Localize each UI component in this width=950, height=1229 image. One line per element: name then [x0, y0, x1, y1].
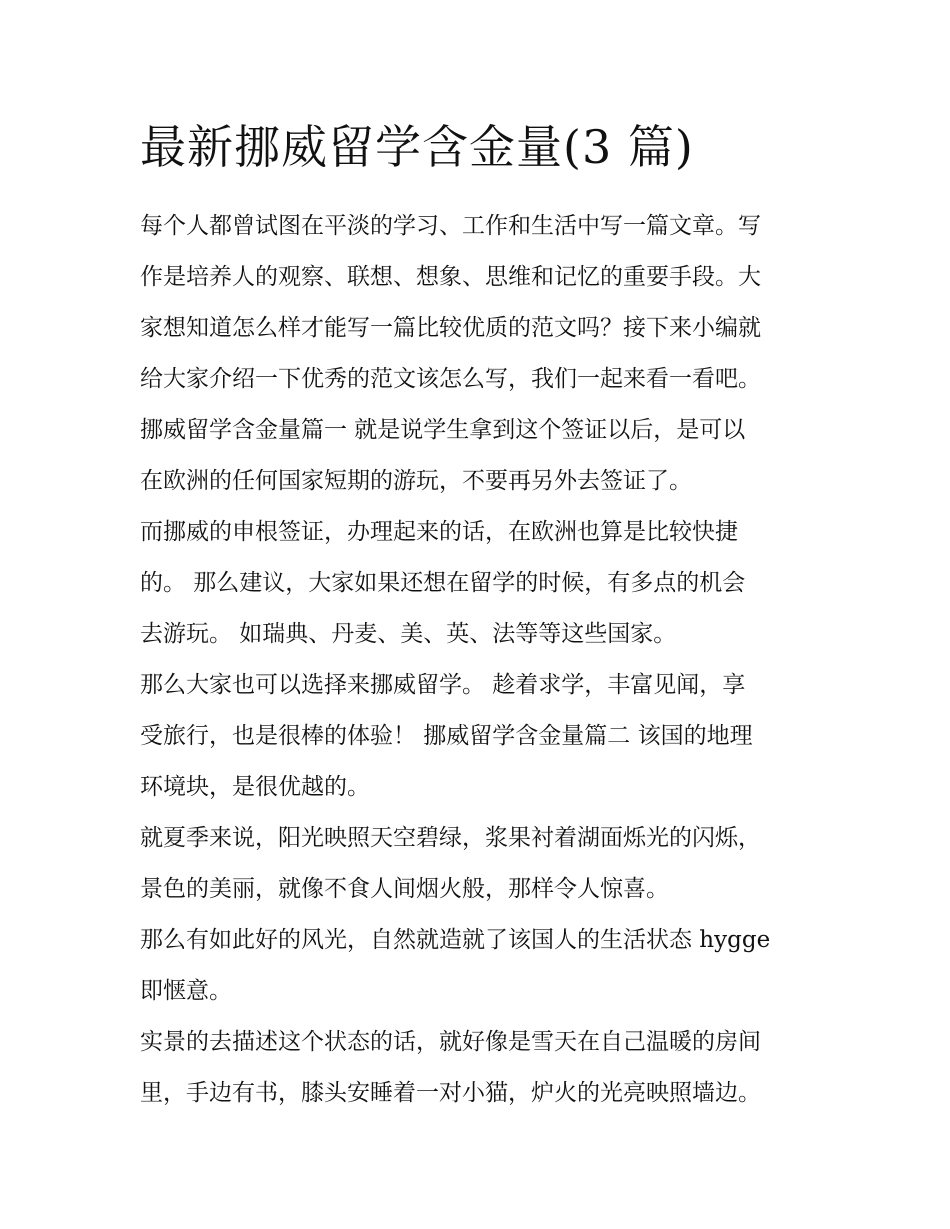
document-body [140, 201, 820, 1119]
text-line: 家想知道怎么样才能写一篇比较优质的范文吗？接下来小编就 [140, 315, 761, 341]
paragraph [140, 915, 820, 1017]
text-line: 的。 那么建议，大家如果还想在留学的时候，有多点的机会 [140, 570, 746, 596]
paragraph [140, 813, 820, 915]
text-line: 实景的去描述这个状态的话，就好像是雪天在自己温暖的房间 [140, 1029, 761, 1055]
paragraph [140, 201, 820, 405]
text-line: 就夏季来说，阳光映照天空碧绿，浆果衬着湖面烁光的闪烁， [140, 825, 761, 851]
text-line: 在欧洲的任何国家短期的游玩，不要再另外去签证了。 [140, 468, 692, 494]
text-line: 那么有如此好的风光，自然就造就了该国人的生活状态 hygge [140, 927, 771, 953]
text-line: 每个人都曾试图在平淡的学习、工作和生活中写一篇文章。写 [140, 213, 761, 239]
text-line: 即惬意。 [140, 978, 232, 1004]
text-line: 作是培养人的观察、联想、想象、思维和记忆的重要手段。大 [140, 264, 761, 290]
text-line: 挪威留学含金量篇一 就是说学生拿到这个签证以后，是可以 [140, 417, 746, 443]
text-line: 给大家介绍一下优秀的范文该怎么写，我们一起来看一看吧。 [140, 366, 761, 392]
text-line: 去游玩。 如瑞典、丹麦、美、英、法等等这些国家。 [140, 621, 677, 647]
paragraph [140, 405, 820, 507]
text-line: 而挪威的申根签证，办理起来的话，在欧洲也算是比较快捷 [140, 519, 738, 545]
text-line: 景色的美丽，就像不食人间烟火般，那样令人惊喜。 [140, 876, 669, 902]
document-title: 最新挪威留学含金量(3 篇) [140, 120, 694, 174]
paragraph [140, 1017, 820, 1119]
paragraph [140, 507, 820, 660]
text-line: 环境块，是很优越的。 [140, 774, 370, 800]
document-page [140, 112, 820, 1119]
text-line: 那么大家也可以选择来挪威留学。 趁着求学，丰富见闻，享 [140, 672, 746, 698]
text-line: 里，手边有书，膝头安睡着一对小猫，炉火的光亮映照墙边。 [140, 1080, 761, 1106]
paragraph [140, 660, 820, 813]
text-line: 受旅行，也是很棒的体验！ 挪威留学含金量篇二 该国的地理 [140, 723, 753, 749]
